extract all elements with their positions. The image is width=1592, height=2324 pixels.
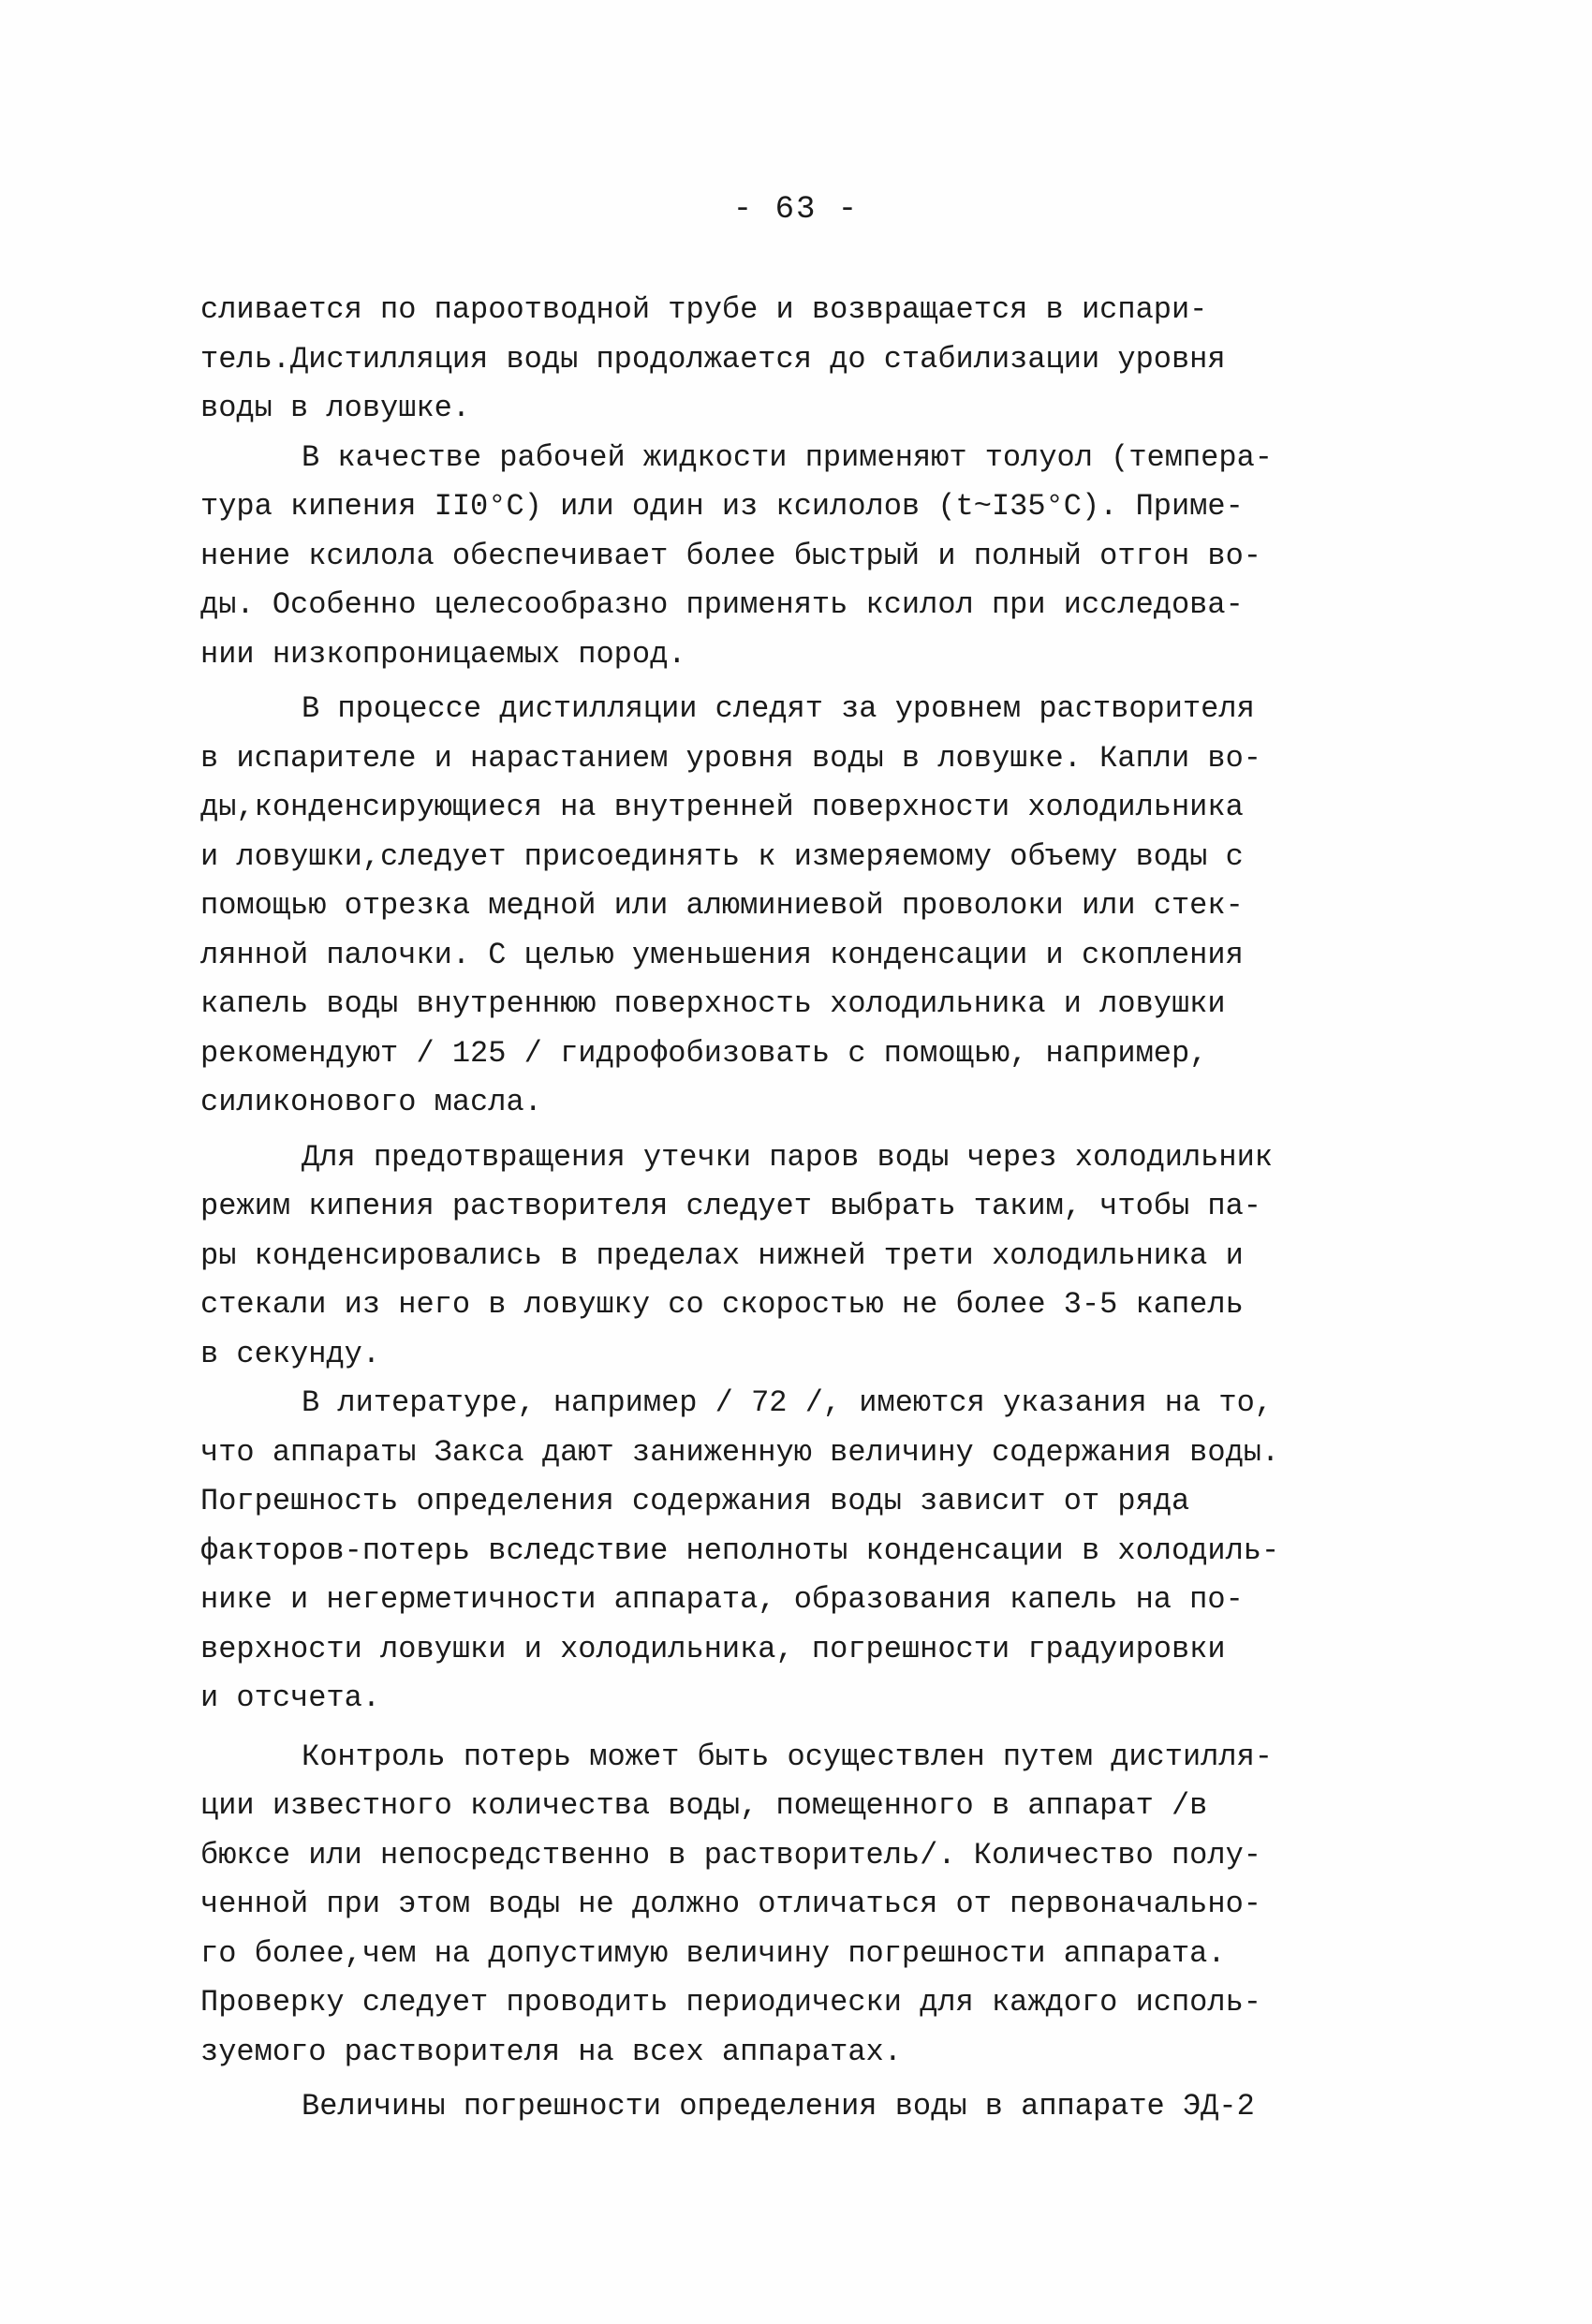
text-line: факторов-потерь вследствие неполноты конденсации в холодиль- <box>200 1532 1280 1568</box>
text-line: тель.Дистилляция воды продолжается до стабилизации уровня <box>200 341 1226 377</box>
text-line: го более,чем на допустимую величину погрешности аппарата. <box>200 1935 1226 1971</box>
text-line: ды,конденсирующиеся на внутренней поверхности холодильника <box>200 790 1244 824</box>
text-line: и отсчета. <box>200 1680 381 1715</box>
text-line: нике и негерметичности аппарата, образования капель на по- <box>200 1582 1244 1617</box>
text-line: Проверку следует проводить периодически для каждого исполь- <box>200 1985 1261 2020</box>
text-line: воды в ловушке. <box>200 391 471 425</box>
text-line: нии низкопроницаемых пород. <box>200 636 686 672</box>
text-line: верхности ловушки и холодильника, погрешности градуировки <box>200 1631 1226 1666</box>
page-number: - 63 - <box>732 192 860 228</box>
text-line: в испарителе и нарастанием уровня воды в ловушке. Капли во- <box>200 740 1261 776</box>
text-line: нение ксилола обеспечивает более быстрый и полный отгон во- <box>200 538 1261 573</box>
text-line: стекали из него в ловушку со скоростью не более 3-5 капель <box>200 1287 1244 1322</box>
paragraph-start-with-reference: В литературе, например / 72 /, имеются указания на то, <box>302 1385 1273 1420</box>
text-line: тура кипения II0°С) или один из ксилолов (t~I35°С). Приме- <box>200 489 1244 524</box>
text-line: в секунду. <box>200 1336 381 1371</box>
text-line: сливается по пароотводной трубе и возвращается в испари- <box>200 292 1208 327</box>
text-line: зуемого растворителя на всех аппаратах. <box>200 2034 902 2069</box>
text-line: ры конденсировались в пределах нижней трети холодильника и <box>200 1237 1244 1273</box>
body-text <box>200 286 1427 2132</box>
paragraph-start: Для предотвращения утечки паров воды через холодильник <box>302 1139 1273 1175</box>
text-line: режим кипения растворителя следует выбрать таким, чтобы па- <box>200 1189 1261 1223</box>
text-line: и ловушки,следует присоединять к измеряемому объему воды с <box>200 838 1244 874</box>
paragraph-start: Контроль потерь может быть осуществлен путем дистилля- <box>302 1739 1273 1774</box>
text-line: бюксе или непосредственно в растворитель/. Количество полу- <box>200 1837 1261 1873</box>
paragraph-start: В процессе дистилляции следят за уровнем растворителя <box>302 691 1255 726</box>
text-line: ченной при этом воды не должно отличаться от первоначально- <box>200 1887 1261 1921</box>
text-line: Погрешность определения содержания воды зависит от ряда <box>200 1484 1190 1518</box>
paragraph-start: Величины погрешности определения воды в аппарате ЭД-2 <box>302 2089 1255 2124</box>
text-line: силиконового масла. <box>200 1085 542 1119</box>
text-line: лянной палочки. С целью уменьшения конденсации и скопления <box>200 937 1244 972</box>
text-line-with-reference: рекомендуют / 125 / гидрофобизовать с помощью, например, <box>200 1035 1208 1071</box>
paragraph-start: В качестве рабочей жидкости применяют толуол (темпера- <box>302 439 1273 475</box>
text-line: что аппараты Закса дают заниженную величину содержания воды. <box>200 1434 1280 1470</box>
text-line: капель воды внутреннюю поверхность холодильника и ловушки <box>200 986 1226 1021</box>
text-line: ции известного количества воды, помещенного в аппарат /в <box>200 1788 1208 1823</box>
text-line: ды. Особенно целесообразно применять ксилол при исследова- <box>200 587 1244 622</box>
text-line: помощью отрезка медной или алюминиевой проволоки или стек- <box>200 888 1244 923</box>
